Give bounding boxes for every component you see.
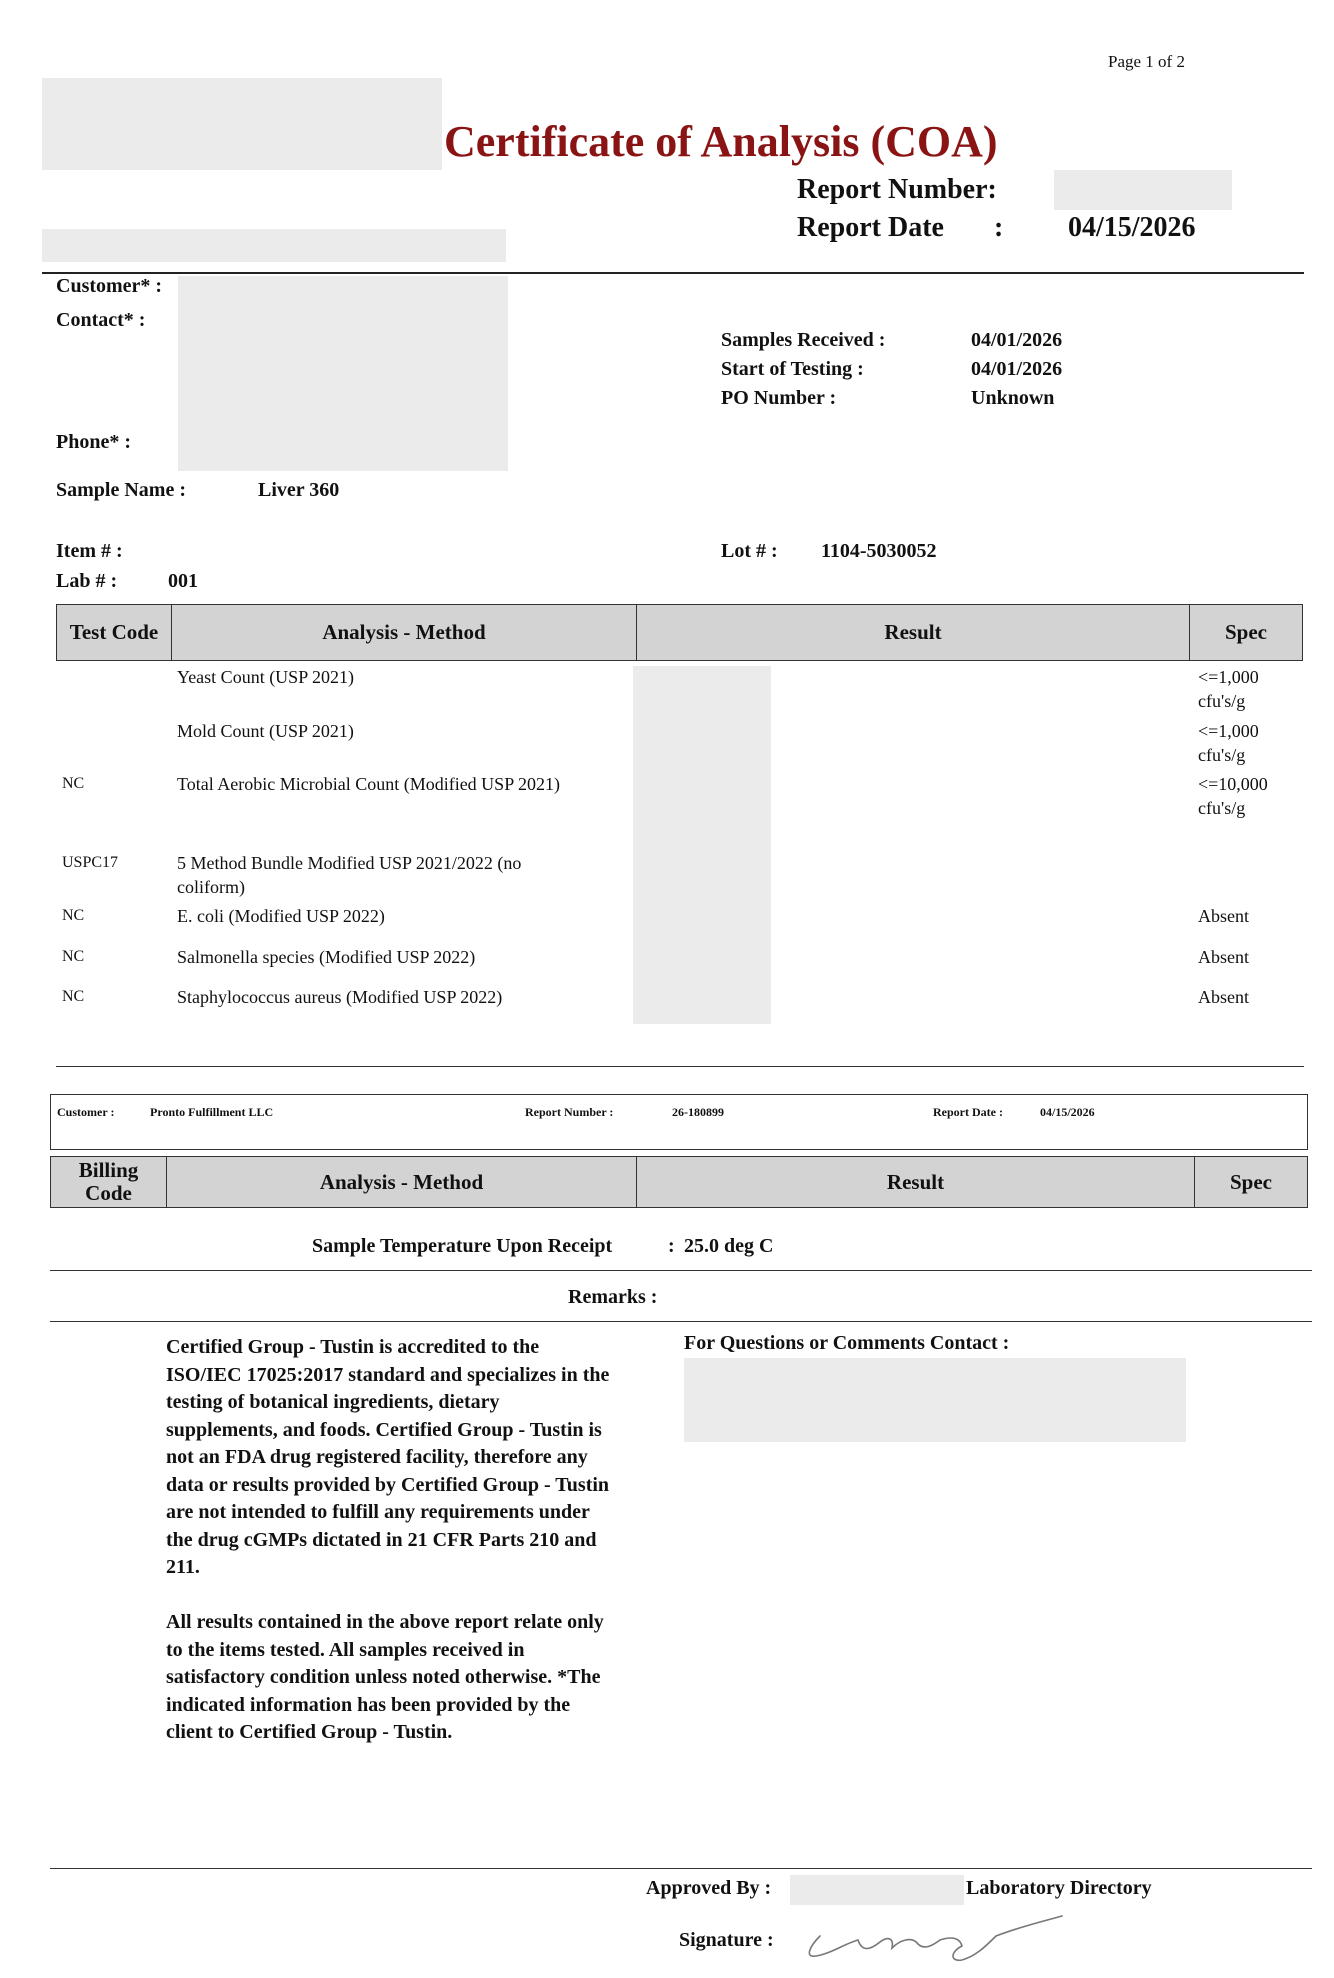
table-row-method: E. coli (Modified USP 2022) [177,906,385,926]
disclaimer-line: All results contained in the above report relate only [166,1611,604,1633]
table-row-method: Mold Count (USP 2021) [177,721,354,741]
samples-received-value: 04/01/2026 [971,329,1063,351]
table-row-code: NC [62,775,85,792]
table1-header-spec: Spec [1189,604,1303,661]
item-label: Item # : [56,540,123,562]
sample-name-label: Sample Name : [56,479,186,501]
po-number-label: PO Number : [721,387,837,409]
customer-label: Customer* : [56,275,163,297]
disclaimer-line: client to Certified Group - Tustin. [166,1721,453,1743]
redacted-logo [42,78,442,170]
table-row-spec: Absent [1198,987,1249,1007]
footer-report-date-value: 04/15/2026 [1040,1105,1095,1119]
temperature-value: 25.0 deg C [684,1235,774,1257]
report-date-value: 04/15/2026 [1068,212,1196,243]
footer-customer-label: Customer : [57,1105,115,1119]
redacted-customer-info [178,276,508,471]
table-row-spec-unit: cfu's/g [1198,691,1246,711]
sample-name-value: Liver 360 [258,479,340,501]
table-row-spec: Absent [1198,906,1249,926]
redacted-address [42,229,506,262]
phone-label: Phone* : [56,431,131,453]
table2-header-method: Analysis - Method [166,1156,637,1208]
accreditation-disclaimer [166,1334,609,1582]
lab-label: Lab # : [56,570,118,592]
redacted-report-number [1054,170,1232,210]
table1-bottom-divider [56,1066,1304,1067]
page-title: Certificate of Analysis (COA) [444,117,998,166]
approver-title: Laboratory Directory [966,1877,1152,1899]
temperature-label: Sample Temperature Upon Receipt [312,1235,613,1257]
disclaimer-line: Certified Group - Tustin is accredited to the [166,1336,540,1358]
redacted-contact-info [684,1358,1186,1442]
table2-header-billing-code-text: Billing Code [78,1158,139,1205]
report-number-label: Report Number: [797,174,997,205]
disclaimer-line: indicated information has been provided by the [166,1693,571,1716]
redacted-approver-name [790,1875,964,1905]
table1-header-test-code: Test Code [56,604,172,661]
remarks-divider [50,1321,1312,1322]
lab-value: 001 [168,570,198,592]
table-row-spec: Absent [1198,947,1249,967]
table2-header-result: Result [636,1156,1195,1208]
samples-received-label: Samples Received : [721,329,886,351]
table-row-method: 5 Method Bundle Modified USP 2021/2022 (no [177,853,522,873]
start-testing-label: Start of Testing : [721,358,864,380]
table-row-spec: <=1,000 [1198,721,1259,741]
disclaimer-line: satisfactory condition unless noted otherwise. *The [166,1666,601,1688]
table2-header-billing-code [50,1156,167,1208]
lot-label: Lot # : [721,540,778,562]
contact-label: Contact* : [56,309,146,331]
table-row-code: NC [62,907,85,924]
redacted-results [633,666,771,1024]
lot-value: 1104-5030052 [821,540,937,562]
table-row-code: USPC17 [62,854,119,871]
table1-header-method: Analysis - Method [171,604,637,661]
results-disclaimer [166,1609,604,1747]
disclaimer-line: data or results provided by Certified Group - Tustin [166,1473,610,1496]
start-testing-value: 04/01/2026 [971,358,1063,380]
page-number: Page 1 of 2 [1108,52,1185,71]
header-divider [42,272,1304,274]
table-row-spec: <=1,000 [1198,667,1259,687]
disclaimer-line: 211. [166,1556,200,1578]
table-row-method-continued: coliform) [177,877,245,897]
disclaimer-line: testing of botanical ingredients, dietary [166,1391,500,1413]
footer-report-date-label: Report Date : [933,1105,1003,1119]
disclaimer-line: the drug cGMPs dictated in 21 CFR Parts 210 and [166,1528,597,1551]
table1-header-result: Result [636,604,1190,661]
temperature-divider [50,1270,1312,1271]
remarks-label: Remarks : [568,1286,658,1308]
report-date-label: Report Date [797,212,944,243]
disclaimer-line: are not intended to fulfill any requirements under [166,1501,590,1523]
footer-report-number-label: Report Number : [525,1105,614,1119]
footer-customer-value: Pronto Fulfillment LLC [150,1105,274,1119]
table-row-method: Staphylococcus aureus (Modified USP 2022) [177,987,503,1007]
handwritten-signature [800,1910,1070,1970]
table-row-method: Yeast Count (USP 2021) [177,667,355,687]
table-row-code: NC [62,948,85,965]
table-row-method: Total Aerobic Microbial Count (Modified USP 2021) [177,774,561,794]
temperature-colon: : [668,1235,675,1257]
approval-divider [50,1868,1312,1869]
table-row-method: Salmonella species (Modified USP 2022) [177,947,476,967]
disclaimer-line: ISO/IEC 17025:2017 standard and specializes in the [166,1363,610,1386]
table-row-code: NC [62,988,85,1005]
table-row-spec-unit: cfu's/g [1198,745,1246,765]
report-date-colon: : [994,212,1004,243]
signature-label: Signature : [679,1929,774,1951]
disclaimer-line: supplements, and foods. Certified Group - Tustin is [166,1418,602,1441]
table-row-spec-unit: cfu's/g [1198,798,1246,818]
approved-by-label: Approved By : [646,1877,772,1899]
contact-questions-label: For Questions or Comments Contact : [684,1332,1010,1354]
disclaimer-line: to the items tested. All samples received in [166,1638,525,1661]
table-row-spec: <=10,000 [1198,774,1268,794]
table2-header-spec: Spec [1194,1156,1308,1208]
footer-report-number-value: 26-180899 [672,1105,724,1119]
disclaimer-line: not an FDA drug registered facility, therefore any [166,1446,588,1468]
footer-info-box [50,1094,1308,1150]
po-number-value: Unknown [971,387,1055,409]
